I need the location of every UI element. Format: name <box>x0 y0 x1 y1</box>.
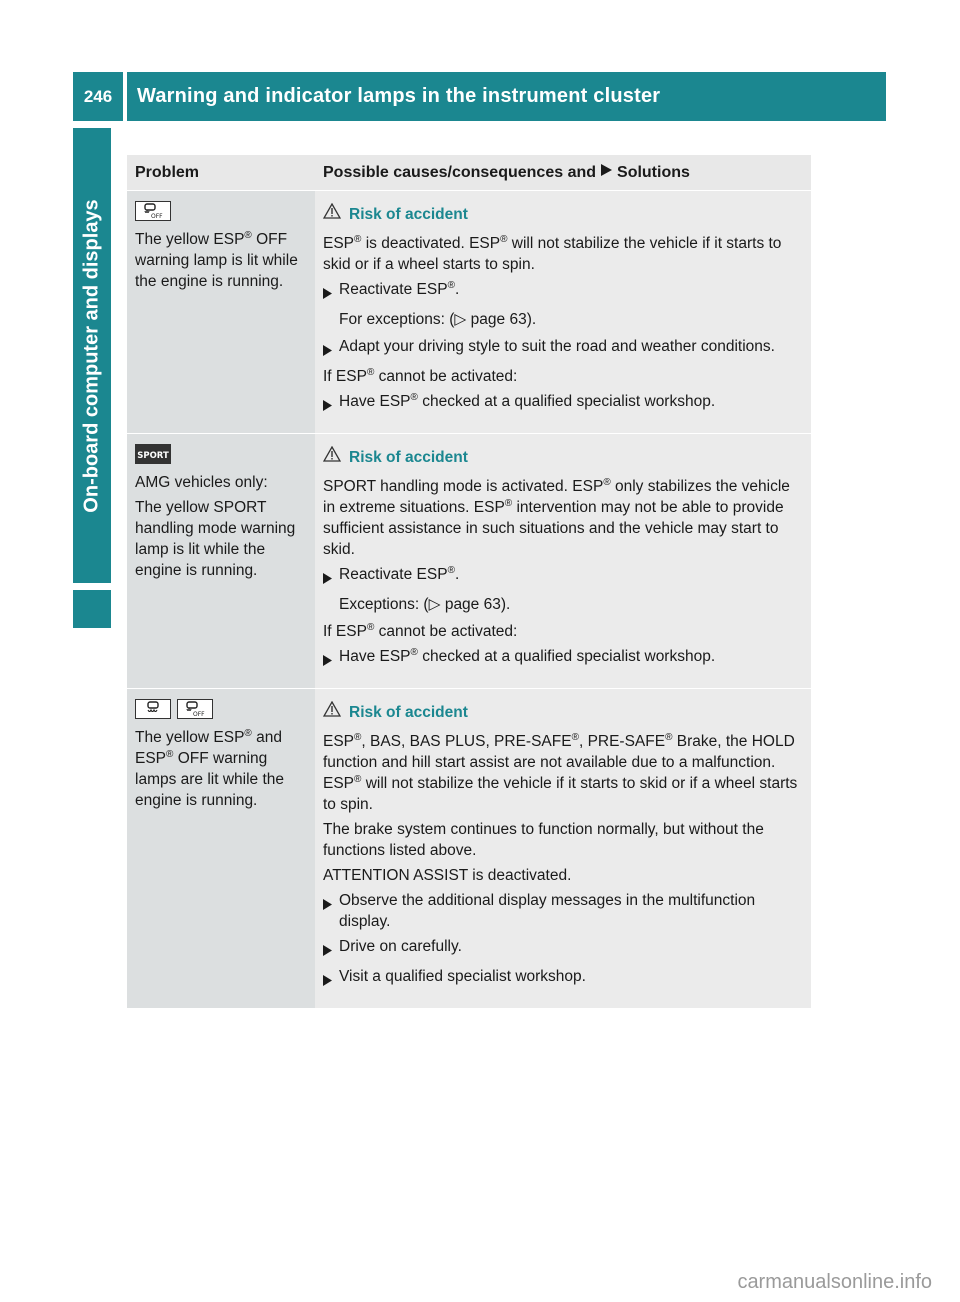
problem-cell <box>127 191 315 433</box>
warning-label: Risk of accident <box>349 448 468 466</box>
esp-off-icon <box>177 699 213 719</box>
sport-icon-text: SPORT <box>137 451 169 461</box>
table-header <box>127 155 811 190</box>
bullet-item: Observe the additional display messages in the multifunction display. <box>323 890 803 932</box>
warning-label: Risk of accident <box>349 205 468 223</box>
page-reference: For exceptions: (▷ page 63). <box>339 311 537 328</box>
table-row <box>127 688 811 1008</box>
bullet-arrow-icon <box>323 966 333 992</box>
bullet-item: Visit a qualified specialist workshop. <box>323 966 803 992</box>
watermark: carmanualsonline.info <box>737 1271 932 1293</box>
warning-lamp-table <box>127 155 811 1008</box>
section-sidebar <box>73 128 111 583</box>
bullet-item: Have ESP® checked at a qualified specialist workshop. <box>323 646 803 672</box>
page-title: Warning and indicator lamps in the instrument cluster <box>137 85 661 107</box>
bullet-arrow-icon <box>323 936 333 962</box>
table-row <box>127 433 811 688</box>
warning-triangle-icon <box>323 203 341 225</box>
esp-off-icon <box>135 201 171 221</box>
header-problem: Problem <box>135 164 200 181</box>
table-row <box>127 190 811 433</box>
solution-paragraph: ESP® is deactivated. ESP® will not stabilize the vehicle if it starts to skid or if a wheel starts to spin. <box>323 233 782 273</box>
header-solutions-text-2: Solutions <box>617 164 690 181</box>
bullet-arrow-icon <box>323 279 333 305</box>
warning-triangle-icon <box>323 446 341 468</box>
solution-paragraph: SPORT handling mode is activated. ESP® only stabilizes the vehicle in extreme situations. ESP® intervention may not be able to provide sufficient assistance in such situations and the vehicle may start to skid. <box>323 476 790 558</box>
section-label: On-board computer and displays <box>80 198 103 513</box>
warning-line <box>323 203 803 225</box>
header-arrow-icon <box>600 162 613 183</box>
bullet-arrow-icon <box>323 391 333 417</box>
problem-text: The yellow SPORT handling mode warning lamp is lit while the engine is running. <box>135 499 296 579</box>
solution-cell <box>315 689 811 1008</box>
warning-line <box>323 701 803 723</box>
warning-label: Risk of accident <box>349 703 468 721</box>
svg-text:OFF: OFF <box>151 213 163 220</box>
solution-paragraph: If ESP® cannot be activated: <box>323 621 518 640</box>
page-number: 246 <box>83 86 113 106</box>
svg-text:OFF: OFF <box>193 711 205 718</box>
esp-icon <box>135 699 171 719</box>
solution-cell <box>315 434 811 688</box>
solution-paragraph: The brake system continues to function normally, but without the functions listed above. <box>323 821 764 859</box>
bullet-item: Reactivate ESP®. <box>323 279 803 305</box>
problem-cell <box>127 434 315 688</box>
solution-paragraph: If ESP® cannot be activated: <box>323 366 518 385</box>
problem-cell <box>127 689 315 1008</box>
problem-text: AMG vehicles only: <box>135 474 268 491</box>
bullet-item: Adapt your driving style to suit the road and weather conditions. <box>323 336 803 362</box>
bullet-arrow-icon <box>323 336 333 362</box>
header-solutions-text: Possible causes/consequences and <box>323 164 597 181</box>
header-solutions <box>315 162 811 183</box>
warning-triangle-icon <box>323 701 341 723</box>
bullet-arrow-icon <box>323 564 333 590</box>
bullet-item: Reactivate ESP®. <box>323 564 803 590</box>
warning-line <box>323 446 803 468</box>
problem-text: The yellow ESP® and ESP® OFF warning lamps are lit while the engine is running. <box>135 727 285 809</box>
bullet-item: Drive on carefully. <box>323 936 803 962</box>
solution-paragraph: ESP®, BAS, BAS PLUS, PRE-SAFE®, PRE-SAFE® Brake, the HOLD function and hill start assist are not available due to a malfunction. ESP® will not stabilize the vehicle if it starts to skid or if a wheel starts to spin. <box>323 731 798 813</box>
bullet-arrow-icon <box>323 646 333 672</box>
sport-icon <box>135 444 171 464</box>
solution-cell <box>315 191 811 433</box>
bullet-item: Have ESP® checked at a qualified specialist workshop. <box>323 391 803 417</box>
solution-paragraph: ATTENTION ASSIST is deactivated. <box>323 867 572 884</box>
page-header <box>73 72 886 121</box>
problem-text: The yellow ESP® OFF warning lamp is lit while the engine is running. <box>135 229 298 290</box>
sidebar-marker <box>73 590 111 628</box>
page-reference: Exceptions: (▷ page 63). <box>339 596 511 613</box>
bullet-arrow-icon <box>323 890 333 932</box>
